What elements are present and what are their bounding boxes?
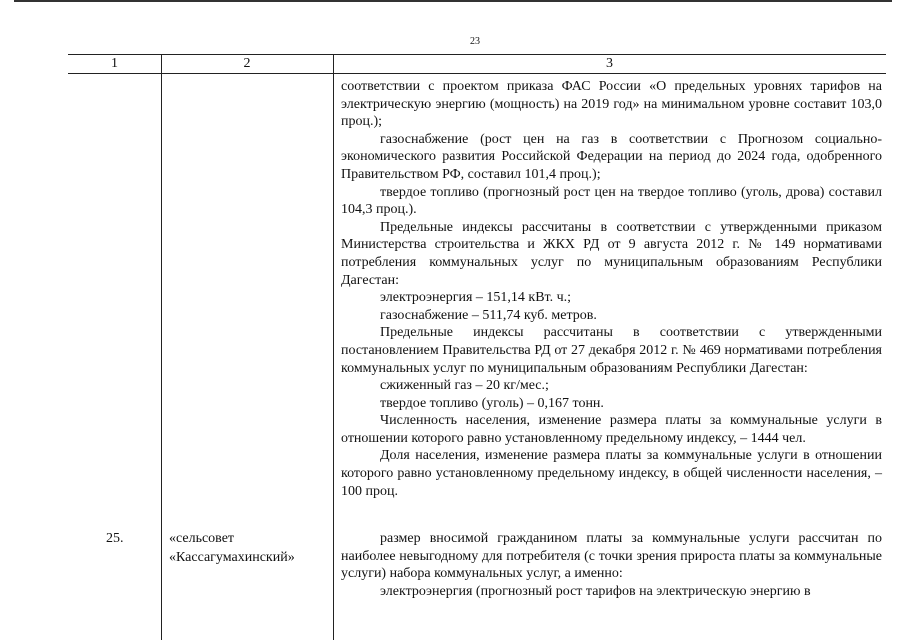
header-col-1: 1 [111, 56, 118, 71]
municipality-name [169, 529, 329, 567]
paragraph: электроэнергия (прогнозный рост тарифов на электрическую энергию в [380, 583, 811, 599]
paragraph: твердое топливо (уголь) – 0,167 тонн. [380, 395, 604, 411]
paragraph: газоснабжение – 511,74 куб. метров. [380, 307, 597, 323]
column-divider-1 [161, 54, 162, 640]
row-number: 25. [106, 531, 124, 546]
municipality-name-line-1: «сельсовет [169, 531, 235, 546]
paragraph: соответствии с проектом приказа ФАС России «О предельных уровнях тарифов на электрическую энергию (мощность) на 2019 год» на минимальном уровне составит 103,0 проц.); [341, 79, 882, 130]
paragraph: сжиженный газ – 20 кг/мес.; [380, 378, 549, 394]
paragraph: электроэнергия – 151,14 кВт. ч.; [380, 290, 572, 306]
row-25-text [341, 530, 882, 600]
previous-row-text [341, 78, 882, 500]
paragraph: газоснабжение (рост цен на газ в соответствии с Прогнозом социально-экономического развития Российской Федерации на период до 2024 года, одобренного Правительством РФ, составил 101,4 проц.); [341, 131, 882, 182]
paragraph: Доля населения, изменение размера платы за коммунальные услуги в отношении которого равно установленному предельному индексу, в общей численности населения, – 100 проц. [341, 448, 882, 499]
header-col-3: 3 [606, 56, 613, 71]
paragraph: Численность населения, изменение размера платы за коммунальные услуги в отношении которого равно установленному предельному индексу, – 1444 чел. [341, 413, 882, 446]
header-col-2: 2 [243, 56, 251, 71]
paragraph: Предельные индексы рассчитаны в соответствии с утвержденными постановлением Правительства РД от 27 декабря 2012 г. № 469 нормативами потребления коммунальных услуг по муниципальным образованиям Республики Дагестан: [341, 325, 882, 376]
table-header-row [68, 54, 886, 74]
municipality-name-line-2: «Кассагумахинский» [169, 550, 295, 565]
page-number: 23 [470, 36, 480, 47]
top-border-line [14, 0, 892, 2]
paragraph: Предельные индексы рассчитаны в соответствии с утвержденными приказом Министерства строительства и ЖКХ РД от 9 августа 2012 г. № 149 нормативами потребления коммунальных услуг по муниципальным образованиям Республики Дагестан: [341, 219, 882, 288]
column-divider-2 [333, 54, 334, 640]
paragraph: размер вносимой гражданином платы за коммунальные услуги рассчитан по наиболее невыгодному для потребителя (с точки зрения прироста платы за коммунальные услуги) набора коммунальных услуг, а именно: [341, 531, 882, 582]
paragraph: твердое топливо (прогнозный рост цен на твердое топливо (уголь, дрова) составил 104,3 проц.). [341, 184, 882, 218]
